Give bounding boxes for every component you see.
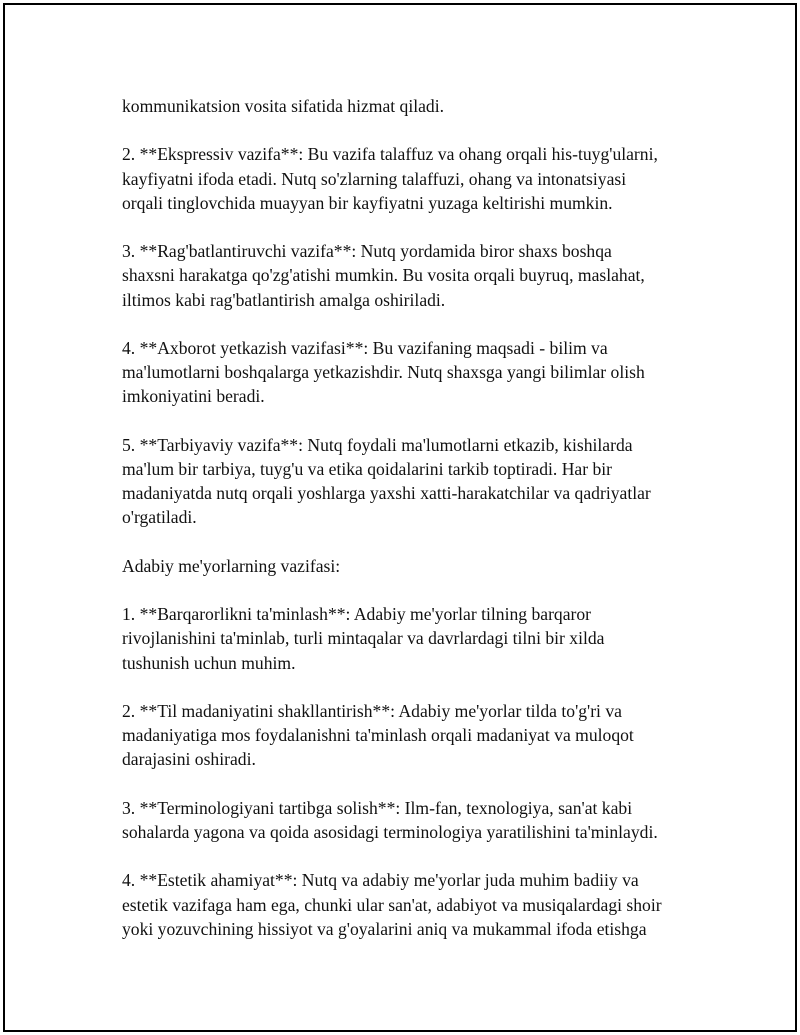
- paragraph-educational-function: 5. **Tarbiyaviy vazifa**: Nutq foydali ma'lumotlarni etkazib, kishilarda ma'lum bir tarbiya, tuyg'u va etika qoidalarini tarkib toptiradi. Har bir madaniyatda nutq orqali yoshlarga yaxshi xatti-harakatchilar va qadriyatlar o'rgatiladi.: [122, 434, 651, 528]
- document-body: [122, 94, 722, 965]
- paragraph-motivating-function: 3. **Rag'batlantiruvchi vazifa**: Nutq yordamida biror shaxs boshqa shaxsni harakatga qo'zg'atishi mumkin. Bu vosita orqali buyruq, maslahat, iltimos kabi rag'batlantirish amalga oshiriladi.: [122, 241, 645, 310]
- section-heading-literary-norms: Adabiy me'yorlarning vazifasi:: [122, 555, 341, 576]
- paragraph-language-culture: 2. **Til madaniyatini shakllantirish**: Adabiy me'yorlar tilda to'g'ri va madaniyatiga mos foydalanishni ta'minlash orqali madaniyat va muloqot darajasini oshiradi.: [122, 700, 634, 770]
- page-frame: [3, 3, 797, 1032]
- paragraph-stability: 1. **Barqarorlikni ta'minlash**: Adabiy me'yorlar tilning barqaror rivojlanishini ta'minlab, turli mintaqalar va davrlardagi tilni bir xilda tushunish uchun muhim.: [122, 604, 605, 673]
- paragraph-expressive-function: 2. **Ekspressiv vazifa**: Bu vazifa talaffuz va ohang orqali his-tuyg'ularni, kayfiyatni ifoda etadi. Nutq so'zlarning talaffuzi, ohang va intonatsiyasi orqali tinglovchida muayyan bir kayfiyatni yuzaga keltirishi mumkin.: [122, 144, 658, 213]
- paragraph-intro-continuation: kommunikatsion vosita sifatida hizmat qiladi.: [122, 96, 445, 116]
- paragraph-aesthetic: 4. **Estetik ahamiyat**: Nutq va adabiy me'yorlar juda muhim badiiy va estetik vazifaga ham ega, chunki ular san'at, adabiyot va musiqalardagi shoir yoki yozuvchining hissiyot va g'oyalarini aniq va mukammal ifoda etishga: [122, 870, 662, 939]
- paragraph-information-function: 4. **Axborot yetkazish vazifasi**: Bu vazifaning maqsadi - bilim va ma'lumotlarni boshqalarga yetkazishdir. Nutq shaxsga yangi bilimlar olish imkoniyatini beradi.: [122, 337, 645, 407]
- paragraph-terminology: 3. **Terminologiyani tartibga solish**: Ilm-fan, texnologiya, san'at kabi sohalarda yagona va qoida asosidagi terminologiya yaratilishini ta'minlaydi.: [122, 797, 658, 842]
